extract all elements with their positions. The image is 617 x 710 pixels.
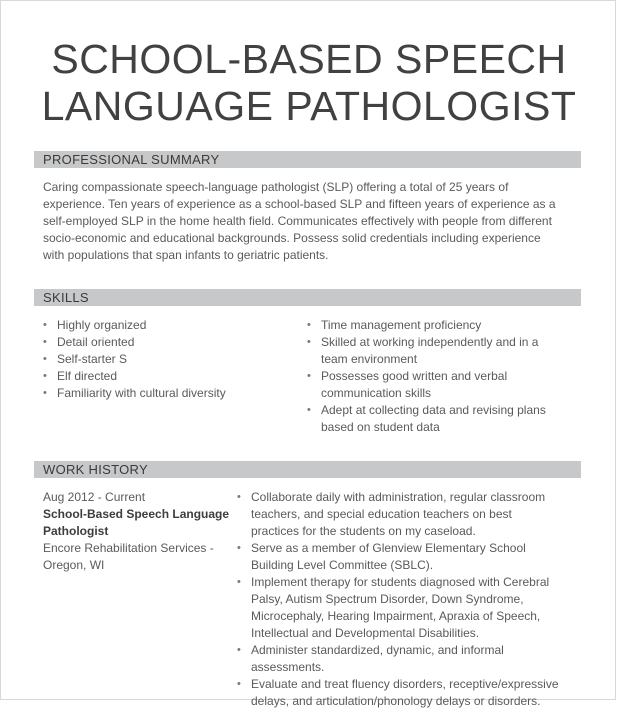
skill-item-line: communication skills — [321, 386, 432, 400]
professional-summary-text — [43, 179, 573, 264]
duty-line: • Evaluate and treat fluency disorders, receptive/expressive — [251, 677, 559, 691]
skill-item — [307, 334, 577, 368]
skill-item-line: • Adept at collecting data and revising plans — [321, 403, 546, 417]
section-header-work-history — [34, 461, 581, 478]
section-heading: PROFESSIONAL SUMMARY — [43, 152, 220, 167]
skill-item — [307, 402, 577, 436]
skills-list-left — [43, 317, 293, 402]
skill-item: • Highly organized — [43, 317, 293, 334]
duty-line: • Implement therapy for students diagnosed with Cerebral — [251, 575, 550, 589]
duty-item — [237, 574, 577, 642]
skill-item: • Self-starter S — [43, 351, 293, 368]
job-location: Oregon, WI — [43, 558, 105, 572]
summary-line: with populations that span infants to geriatric patients. — [43, 248, 329, 262]
duty-item — [237, 489, 577, 540]
duty-item — [237, 676, 577, 710]
duty-line: • Collaborate daily with administration, regular classroom — [251, 490, 546, 504]
section-header-skills — [34, 289, 581, 306]
duty-line: teachers, and special education teachers on best — [251, 507, 512, 521]
skill-item: • Familiarity with cultural diversity — [43, 385, 293, 402]
skill-item-line: • Time management proficiency — [321, 318, 482, 332]
duty-item — [237, 642, 577, 676]
duty-line: Intellectual and Developmental Disabilities. — [251, 626, 480, 640]
job-duties-list — [237, 489, 577, 710]
duty-line: practices for the students on my caseload. — [251, 524, 476, 538]
skill-item: • Elf directed — [43, 368, 293, 385]
summary-line: experience. Ten years of experience as a school-based SLP and fifteen years of experience as a — [43, 197, 556, 211]
duty-line: assessments. — [251, 660, 325, 674]
duty-item — [237, 540, 577, 574]
skill-item: • Detail oriented — [43, 334, 293, 351]
job-meta — [43, 489, 233, 574]
job-title: School-Based Speech Language — [43, 507, 230, 521]
section-header-professional-summary — [34, 151, 581, 168]
duty-line: Palsy, Autism Spectrum Disorder, Down Syndrome, — [251, 592, 524, 606]
summary-line: self-employed SLP in the home health field. Communicates effectively with people from different — [43, 214, 552, 228]
job-title: Pathologist — [43, 524, 109, 538]
summary-line: Caring compassionate speech-language pathologist (SLP) offering a total of 25 years of — [43, 180, 509, 194]
summary-line: socio-economic and educational backgrounds. Possess solid credentials including experience — [43, 231, 541, 245]
section-heading: SKILLS — [43, 290, 89, 305]
skill-item-line: based on student data — [321, 420, 440, 434]
skill-item — [307, 368, 577, 402]
section-heading: WORK HISTORY — [43, 462, 148, 477]
skill-item-line: team environment — [321, 352, 418, 366]
duty-line: Building Level Committee (SBLC). — [251, 558, 434, 572]
duty-line: delays, and articulation/phonology delays or disorders. — [251, 694, 541, 708]
resume-title-line-1: SCHOOL-BASED SPEECH — [51, 36, 567, 82]
duty-line: • Administer standardized, dynamic, and informal — [251, 643, 504, 657]
skills-list-right — [307, 317, 577, 436]
duty-line: Microcephaly, Hearing Impairment, Apraxia of Speech, — [251, 609, 541, 623]
job-dates: Aug 2012 - Current — [43, 490, 146, 504]
skill-item — [307, 317, 577, 334]
duty-line: • Serve as a member of Glenview Elementary School — [251, 541, 526, 555]
resume-title-line-2: LANGUAGE PATHOLOGIST — [41, 83, 577, 129]
job-company: Encore Rehabilitation Services - — [43, 541, 214, 555]
skill-item-line: • Possesses good written and verbal — [321, 369, 508, 383]
skill-item-line: • Skilled at working independently and in a — [321, 335, 539, 349]
